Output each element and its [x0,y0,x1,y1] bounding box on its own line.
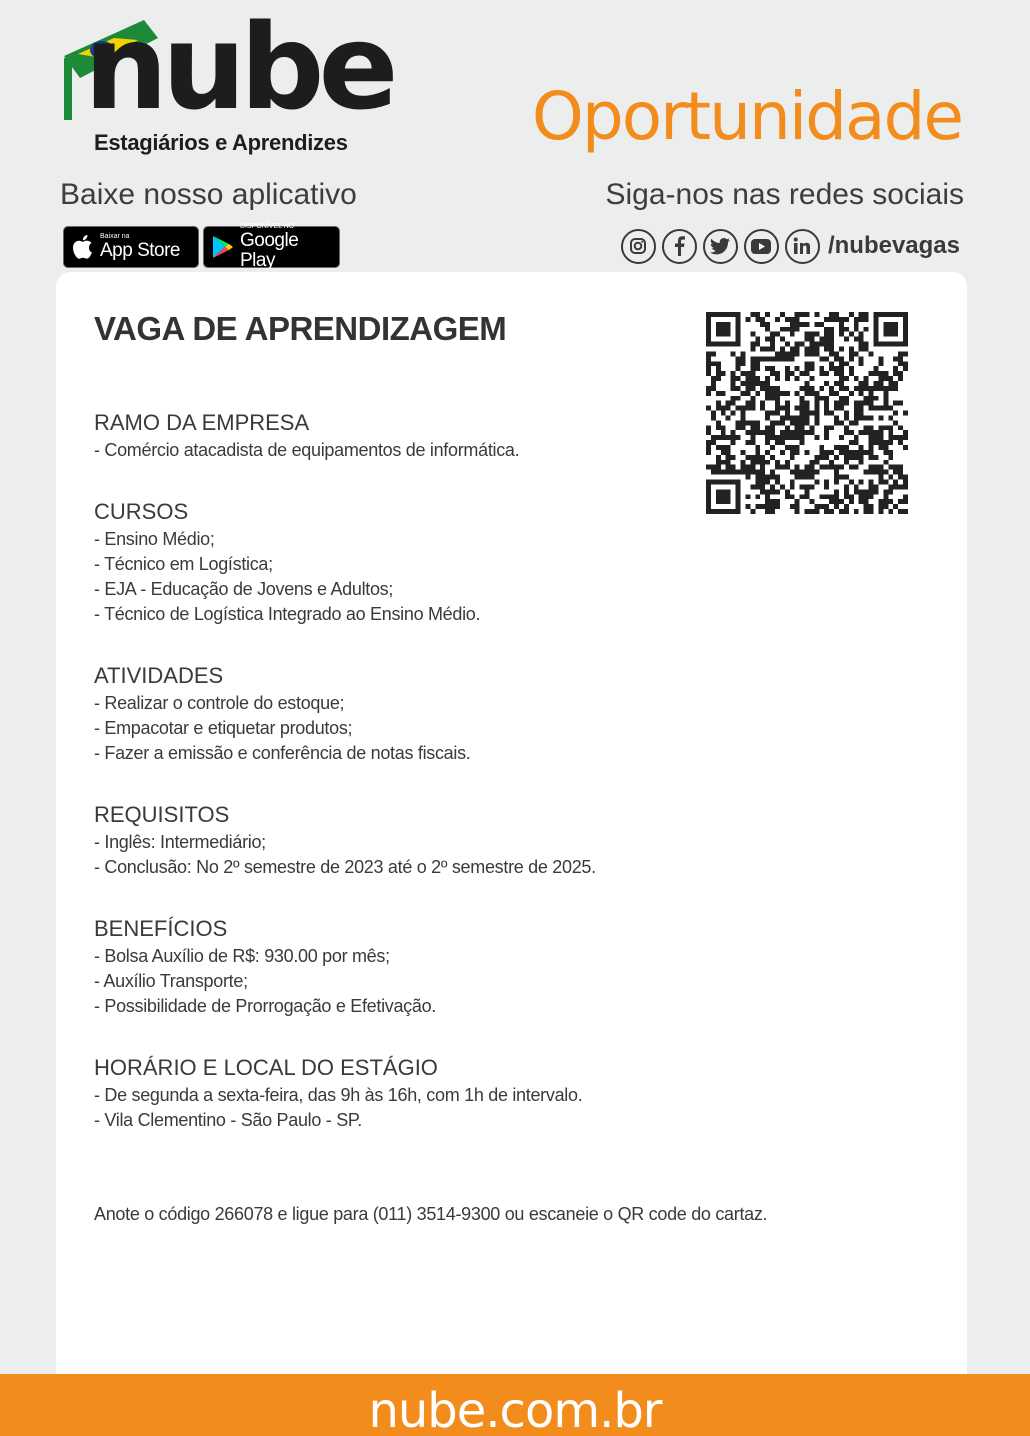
social-label: Siga-nos nas redes sociais [605,178,964,211]
footer-url[interactable]: nube.com.br [368,1383,662,1436]
job-section [94,408,894,463]
job-card [56,272,967,1382]
headline: Oportunidade [531,78,962,155]
nube-logo [58,0,393,163]
job-section [94,800,894,880]
section-heading: REQUISITOS [94,802,230,827]
app-store-small-label: Baixar na [100,233,130,240]
section-line: - Técnico de Logística Integrado ao Ensino Médio. [94,604,481,624]
twitter-icon[interactable] [703,229,738,264]
contact-note: Anote o código 266078 e ligue para (011) 3514-9300 ou escaneie o QR code do cartaz. [94,1204,768,1224]
linkedin-icon[interactable] [785,229,820,264]
logo-wordmark: nube [84,0,393,136]
job-section [94,661,894,766]
section-line: - Inglês: Intermediário; [94,832,266,852]
footer-bar [0,1374,1030,1436]
youtube-icon[interactable] [744,229,779,264]
job-sections [94,408,894,1167]
google-play-button[interactable] [203,223,340,271]
section-heading: CURSOS [94,499,189,524]
section-line: - Conclusão: No 2º semestre de 2023 até o 2º semestre de 2025. [94,857,596,877]
section-line: - Realizar o controle do estoque; [94,693,345,713]
section-line: - Vila Clementino - São Paulo - SP. [94,1110,362,1130]
social-handle[interactable]: /nubevagas [827,232,960,259]
google-play-icon [212,235,234,259]
section-line: - Fazer a emissão e conferência de notas fiscais. [94,743,471,763]
app-download-label: Baixe nosso aplicativo [60,178,357,211]
job-section [94,1053,894,1133]
google-play-label: Google Play [240,230,299,271]
instagram-icon[interactable] [621,229,656,264]
google-play-small-label: DISPONÍVEL NO [240,223,295,230]
apple-icon [72,234,94,260]
job-section [94,914,894,1019]
section-line: - Possibilidade de Prorrogação e Efetivação. [94,996,437,1016]
section-heading: HORÁRIO E LOCAL DO ESTÁGIO [94,1055,438,1080]
section-line: - Ensino Médio; [94,529,215,549]
social-links [621,226,960,266]
logo-tagline: Estagiários e Aprendizes [94,130,348,155]
section-line: - Comércio atacadista de equipamentos de informática. [94,440,520,460]
job-section [94,497,894,627]
section-line: - Auxílio Transporte; [94,971,248,991]
section-line: - Empacotar e etiquetar produtos; [94,718,353,738]
section-heading: BENEFÍCIOS [94,916,228,941]
section-line: - Bolsa Auxílio de R$: 930.00 por mês; [94,946,390,966]
app-store-label: App Store [100,240,180,261]
section-line: - EJA - Educação de Jovens e Adultos; [94,579,394,599]
section-heading: RAMO DA EMPRESA [94,410,310,435]
facebook-icon[interactable] [662,229,697,264]
app-store-button[interactable] [63,226,199,268]
section-heading: ATIVIDADES [94,663,224,688]
job-title: VAGA DE APRENDIZAGEM [94,310,507,347]
section-line: - Técnico em Logística; [94,554,273,574]
section-line: - De segunda a sexta-feira, das 9h às 16h, com 1h de intervalo. [94,1085,583,1105]
